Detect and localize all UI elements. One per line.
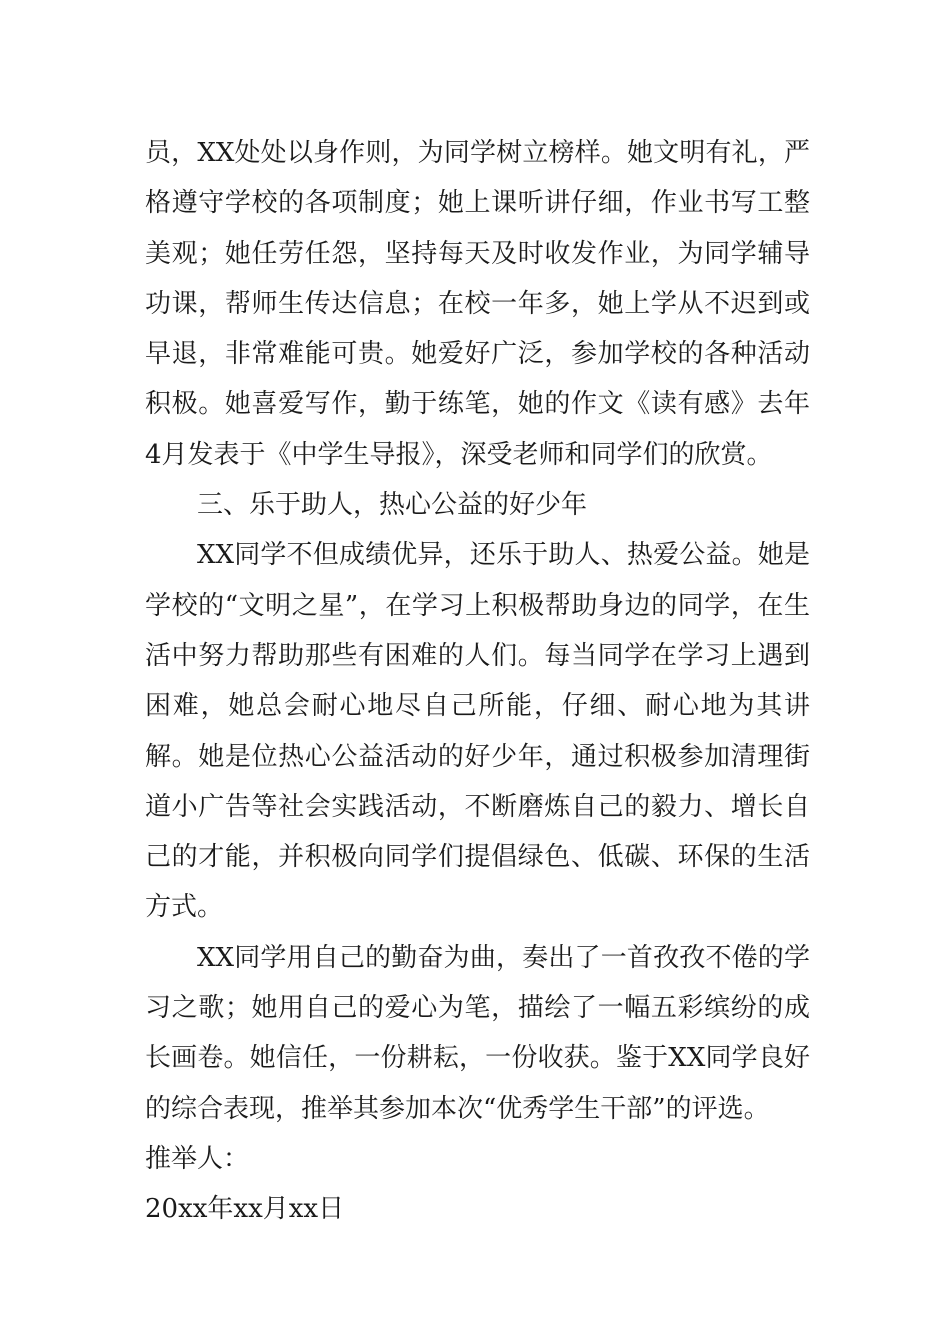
paragraph-conclusion: XX同学用自己的勤奋为曲，奏出了一首孜孜不倦的学习之歌；她用自己的爱心为笔，描绘了一幅五彩缤纷的成长画卷。她信任，一份耕耘，一份收获。鉴于XX同学良好的综合表现，推举其参加本次“优秀学生干部”的评选。 xyxy=(145,942,810,1124)
paragraph-continuation: 员，XX处处以身作则，为同学树立榜样。她文明有礼，严格遵守学校的各项制度；她上课听讲仔细，作业书写工整美观；她任劳任怨，坚持每天及时收发作业，为同学辅导功课，帮师生传达信息；在校一年多，她上学从不迟到或早退，非常难能可贵。她爱好广泛，参加学校的各种活动积极。她喜爱写作，勤于练笔，她的作文《读有感》去年4月发表于《中学生导报》，深受老师和同学们的欣赏。 xyxy=(145,138,810,470)
paragraph-helpful: XX同学不但成绩优异，还乐于助人、热爱公益。她是学校的“文明之星”，在学习上积极帮助身边的同学，在生活中努力帮助那些有困难的人们。每当同学在学习上遇到困难，她总会耐心地尽自己所能，仔细、耐心地为其讲解。她是位热心公益活动的好少年，通过积极参加清理街道小广告等社会实践活动，不断磨炼自己的毅力、增长自己的才能，并积极向同学们提倡绿色、低碳、环保的生活方式。 xyxy=(145,540,810,923)
signature-date: 20xx年xx月xx日 xyxy=(145,1194,345,1225)
document-body xyxy=(145,128,810,1235)
section-heading: 三、乐于助人，热心公益的好少年 xyxy=(197,490,588,521)
signature-label: 推举人： xyxy=(145,1143,250,1174)
